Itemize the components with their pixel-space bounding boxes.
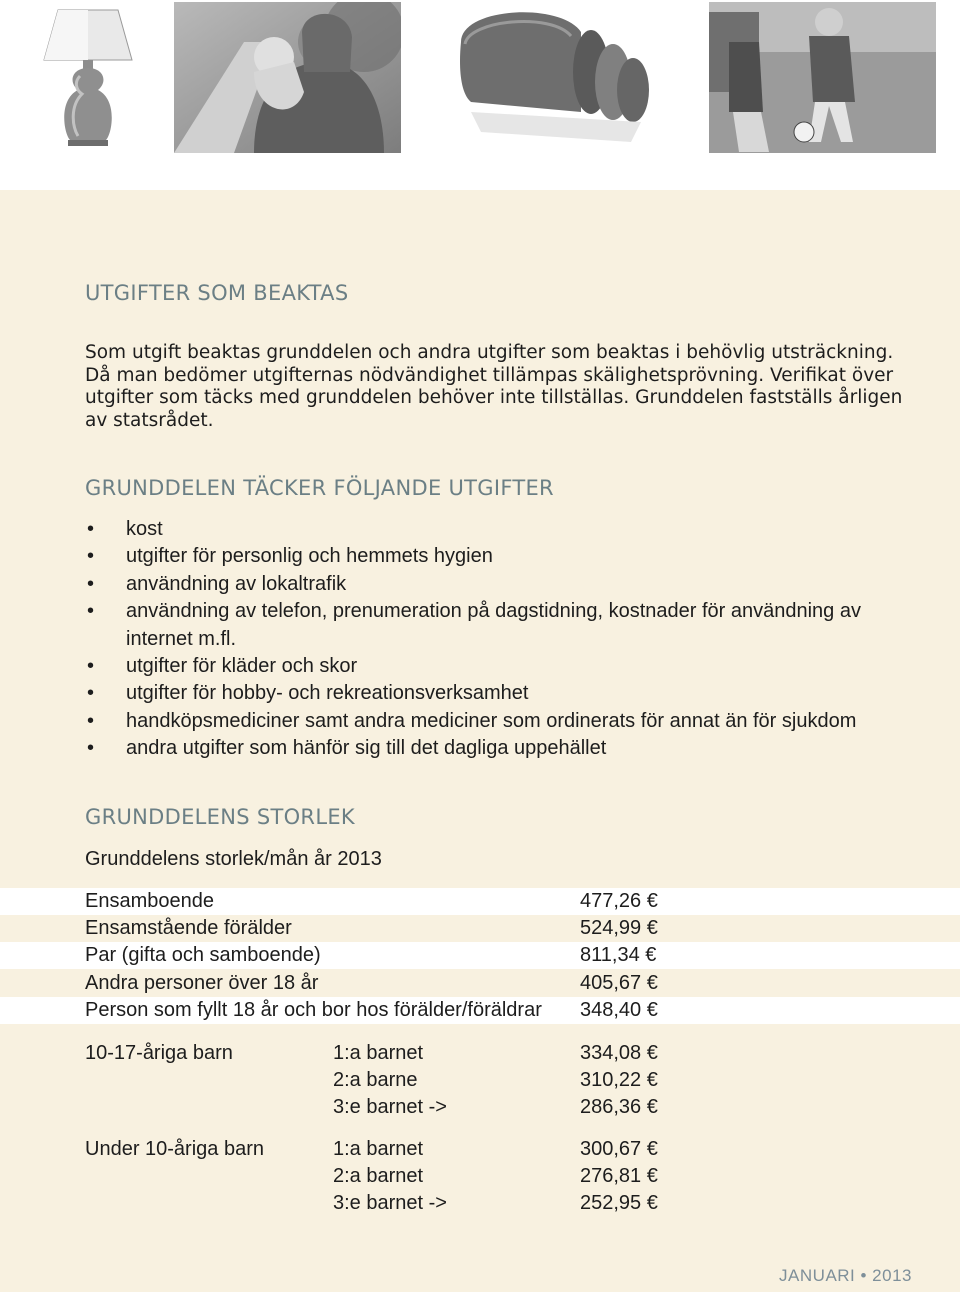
row-label: Andra personer över 18 år <box>85 972 319 994</box>
list-item-text: användning av telefon, prenumeration på dagstidning, kostnader för användning av internet m.fl. <box>126 600 861 650</box>
row-label: Person som fyllt 18 år och bor hos förälder/föräldrar <box>85 999 542 1021</box>
intro-line: utgifter som täcks med grunddelen behöver inte tillställas. Grunddelen fastställs årligen <box>85 387 903 408</box>
intro-line: av statsrådet. <box>85 409 214 431</box>
child-order: 1:a barnet <box>333 1042 424 1064</box>
child-value: 300,67 € <box>580 1138 658 1160</box>
soccer-photo <box>709 2 936 153</box>
heading-covers: GRUNDDELEN TÄCKER FÖLJANDE UTGIFTER <box>85 476 554 500</box>
content-panel <box>0 190 960 1292</box>
child-order: 3:e barnet -> <box>333 1192 447 1214</box>
mother-child-photo <box>174 2 401 153</box>
table-row <box>0 888 960 915</box>
list-item-text: utgifter för kläder och skor <box>126 655 358 678</box>
list-item <box>85 653 925 680</box>
bullet: • <box>87 737 95 760</box>
child-order: 2:a barnet <box>333 1165 424 1187</box>
intro-line: Som utgift beaktas grunddelen och andra utgifter som beaktas i behövlig utsträckning. <box>85 342 894 363</box>
intro-line: Då man bedömer utgifternas nödvändighet tillämpas skälighetsprövning. Verifikat över <box>85 364 894 386</box>
bullet: • <box>87 655 95 678</box>
children-group-label: 10-17-åriga barn <box>85 1042 233 1064</box>
bullet: • <box>87 600 95 623</box>
list-item-text: utgifter för hobby- och rekreationsverksamhet <box>126 682 529 705</box>
row-label: Ensamboende <box>85 890 214 912</box>
list-item <box>85 543 925 570</box>
footer-date: JANUARI • 2013 <box>779 1266 912 1285</box>
bullet: • <box>87 709 95 732</box>
child-order: 2:a barne <box>333 1069 418 1091</box>
heading-expenses: UTGIFTER SOM BEAKTAS <box>85 281 349 305</box>
row-label: Ensamstående förälder <box>85 917 292 939</box>
covered-expenses-list <box>85 516 925 763</box>
child-order: 1:a barnet <box>333 1138 424 1160</box>
row-value: 477,26 € <box>580 890 658 912</box>
table-row <box>0 915 960 942</box>
list-item-text: kost <box>126 518 163 540</box>
list-item <box>85 680 925 707</box>
table-row <box>0 942 960 969</box>
bullet: • <box>87 572 95 595</box>
child-value: 276,81 € <box>580 1165 658 1187</box>
table-row <box>0 970 960 997</box>
list-item-text: utgifter för personlig och hemmets hygien <box>126 545 493 568</box>
row-label: Par (gifta och samboende) <box>85 944 321 966</box>
list-item-text: andra utgifter som hänför sig till det dagliga uppehället <box>126 737 607 760</box>
table-row <box>0 997 960 1024</box>
bullet: • <box>87 545 95 568</box>
size-subtitle: Grunddelens storlek/mån år 2013 <box>85 848 382 870</box>
row-value: 811,34 € <box>580 944 657 966</box>
lamp-photo <box>28 2 148 153</box>
list-item <box>85 735 925 762</box>
child-value: 252,95 € <box>580 1192 658 1214</box>
child-value: 310,22 € <box>580 1069 658 1091</box>
child-value: 334,08 € <box>580 1042 658 1064</box>
row-value: 405,67 € <box>580 972 658 994</box>
list-item-text: handköpsmediciner samt andra mediciner som ordinerats för annat än för sjukdom <box>126 709 857 732</box>
list-item <box>85 571 925 598</box>
bread-photo <box>441 2 668 153</box>
bullet: • <box>87 682 95 705</box>
heading-size: GRUNDDELENS STORLEK <box>85 805 355 829</box>
bullet: • <box>87 518 95 540</box>
list-item <box>85 708 925 735</box>
intro-paragraph <box>85 342 915 432</box>
list-item-text: användning av lokaltrafik <box>126 572 347 595</box>
list-item <box>85 598 925 653</box>
child-value: 286,36 € <box>580 1096 658 1118</box>
row-value: 524,99 € <box>580 917 658 939</box>
child-order: 3:e barnet -> <box>333 1096 447 1118</box>
list-item <box>85 516 925 543</box>
children-group-label: Under 10-åriga barn <box>85 1138 264 1160</box>
row-value: 348,40 € <box>580 999 658 1021</box>
photo-strip <box>0 0 960 190</box>
